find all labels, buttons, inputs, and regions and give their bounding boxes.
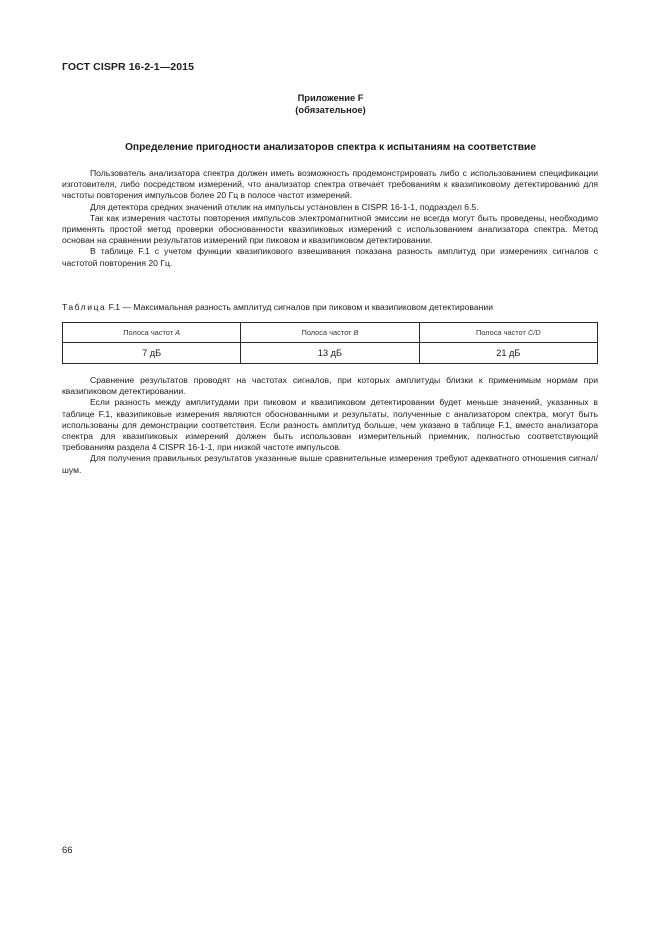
paragraph: Сравнение результатов проводят на частотах сигналов, при которых амплитуды близки к применимым нормам при квазипиковом детектировании. — [62, 375, 598, 397]
column-header-band-b: Полоса частот B — [241, 323, 419, 343]
table-row — [63, 343, 598, 364]
section-title: Определение пригодности анализаторов спектра к испытаниям на соответствие — [125, 142, 536, 153]
column-header-band-a: Полоса частот A — [63, 323, 241, 343]
table-header-row — [63, 323, 598, 343]
table-cell-band-cd: 21 дБ — [419, 343, 597, 364]
appendix-heading — [0, 92, 661, 116]
paragraph: Пользователь анализатора спектра должен иметь возможность продемонстрировать либо с использованием спецификации изготовителя, либо посредством измерений, что анализатор спектра отвечает требованиям к квазипиковому детектированию для частоты повторения импульсов более 20 Гц в полосе частот измерений. — [62, 168, 598, 201]
amplitude-difference-table — [62, 322, 598, 364]
table-caption-label: Таблица — [62, 302, 107, 312]
conclusion-text — [62, 375, 598, 476]
paragraph: Для получения правильных результатов указанные выше сравнительные измерения требуют адекватного отношения сигнал/шум. — [62, 453, 598, 475]
paragraph: Если разность между амплитудами при пиковом и квазипиковом детектировании будет меньше значений, указанных в таблице F.1, квазипиковые измерения являются обоснованными и результаты, полученные с анализатором спектра, могут быть использованы для демонстрации соответствия. Если разность амплитуд больше, чем указано в таблице F.1, вместо анализатора спектра для квазипиковых измерений должен быть использован измерительный приемник, полностью соответствующий требованиям раздела 4 CISPR 16-1-1, при низкой частоте импульсов. — [62, 397, 598, 453]
intro-text — [62, 168, 598, 269]
page-number: 66 — [62, 844, 73, 855]
table-cell-band-a: 7 дБ — [63, 343, 241, 364]
paragraph: Для детектора средних значений отклик на импульсы установлен в CISPR 16-1-1, подраздел 6.5. — [90, 201, 479, 212]
column-header-band-cd: Полоса частот C/D — [419, 323, 597, 343]
appendix-title: Приложение F — [297, 93, 364, 103]
table-caption — [62, 302, 602, 312]
appendix-subtitle: (обязательное) — [295, 105, 366, 115]
paragraph: Так как измерения частоты повторения импульсов электромагнитной эмиссии не всегда могут быть проведены, необходимо применять простой метод проверки обоснованности квазипиковых измерений с использованием анализатора спектра. Метод основан на сравнении результатов измерений при пиковом и квазипиковом детектировании. — [62, 212, 598, 246]
document-header: ГОСТ CISPR 16-2-1—2015 — [62, 61, 195, 73]
table-caption-text: F.1 — Максимальная разность амплитуд сигналов при пиковом и квазипиковом детектировании — [108, 302, 493, 312]
paragraph: В таблице F.1 с учетом функции квазипикового взвешивания показана разность амплитуд при измерениях сигналов с частотой повторения 20 Гц. — [62, 246, 598, 268]
table-cell-band-b: 13 дБ — [241, 343, 419, 364]
